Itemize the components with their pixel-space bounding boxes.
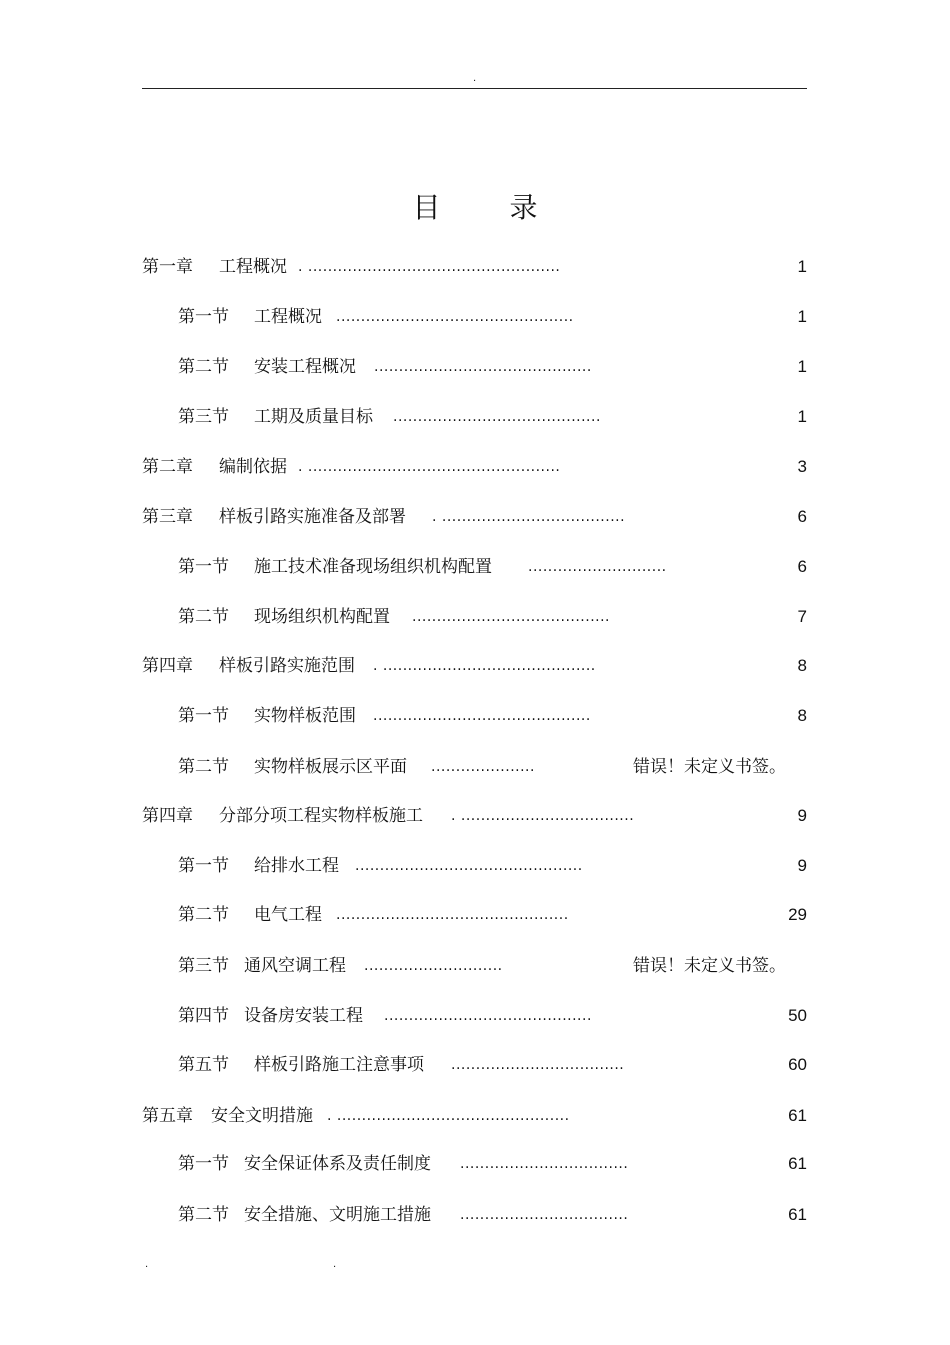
toc-entry-leader: ............................ bbox=[364, 958, 503, 974]
toc-entry-page: 50 bbox=[788, 1006, 807, 1025]
toc-entry[interactable] bbox=[178, 306, 807, 328]
toc-entry-leader: ............................................ bbox=[373, 708, 591, 724]
toc-entry[interactable] bbox=[178, 705, 807, 727]
toc-entry-title: 分部分项工程实物样板施工 bbox=[219, 806, 423, 826]
toc-entry-title: 编制依据 bbox=[219, 457, 287, 477]
toc-entry-title: 给排水工程 bbox=[254, 856, 339, 876]
toc-entry[interactable] bbox=[178, 1054, 807, 1076]
toc-entry-leader: ................................... bbox=[451, 1057, 625, 1073]
toc-entry-title: 安全文明措施 bbox=[211, 1106, 313, 1126]
toc-entry[interactable] bbox=[178, 406, 807, 428]
toc-entry-number: 第四节 bbox=[178, 1006, 229, 1026]
toc-entry-page: 60 bbox=[788, 1055, 807, 1074]
toc-entry-page: 6 bbox=[797, 507, 807, 526]
toc-entry[interactable] bbox=[142, 805, 807, 827]
toc-entry-page: 错误！未定义书签。 bbox=[633, 956, 786, 976]
toc-entry-leader: . ........................................... bbox=[373, 658, 596, 674]
toc-entry-page: 9 bbox=[797, 806, 807, 825]
toc-entry-leader: ............................ bbox=[528, 559, 667, 575]
toc-entry-leader: ................................................ bbox=[336, 309, 574, 325]
toc-entry-page: 8 bbox=[797, 706, 807, 725]
toc-entry[interactable] bbox=[178, 1005, 807, 1027]
toc-entry[interactable] bbox=[178, 756, 807, 778]
toc-entry-number: 第四章 bbox=[142, 656, 193, 676]
toc-entry-number: 第一章 bbox=[142, 257, 193, 277]
toc-entry-page: 1 bbox=[797, 257, 807, 276]
toc-entry-page: 1 bbox=[797, 307, 807, 326]
toc-entry-leader: ........................................ bbox=[412, 609, 611, 625]
toc-entry-number: 第五节 bbox=[178, 1055, 229, 1075]
toc-entry[interactable] bbox=[142, 1105, 807, 1127]
toc-entry[interactable] bbox=[142, 655, 807, 677]
toc-entry-title: 样板引路实施准备及部署 bbox=[219, 507, 406, 527]
toc-entry-leader: ............................................ bbox=[374, 359, 592, 375]
toc-entry-page: 9 bbox=[797, 856, 807, 875]
toc-entry-title: 实物样板展示区平面 bbox=[254, 757, 407, 777]
toc-entry[interactable] bbox=[178, 1204, 807, 1226]
toc-entry-number: 第二节 bbox=[178, 357, 229, 377]
toc-entry-number: 第二节 bbox=[178, 1205, 229, 1225]
toc-entry-page: 61 bbox=[788, 1205, 807, 1224]
footer-right-mark: . bbox=[333, 1259, 337, 1270]
toc-entry-leader: . ..................................... bbox=[432, 509, 626, 525]
toc-entry-page: 61 bbox=[788, 1106, 807, 1125]
toc-entry[interactable] bbox=[178, 606, 807, 628]
toc-entry-page: 7 bbox=[797, 607, 807, 626]
page-title: 目 录 bbox=[412, 191, 568, 224]
toc-entry[interactable] bbox=[142, 506, 807, 528]
toc-entry[interactable] bbox=[178, 855, 807, 877]
toc-entry-title: 施工技术准备现场组织机构配置 bbox=[254, 557, 492, 577]
toc-entry-number: 第一节 bbox=[178, 706, 229, 726]
toc-entry-number: 第二章 bbox=[142, 457, 193, 477]
header-mark: . bbox=[473, 73, 477, 84]
toc-entry-title: 工期及质量目标 bbox=[254, 407, 373, 427]
toc-entry-leader: ..................... bbox=[431, 759, 535, 775]
toc-entry-leader: . ................................... bbox=[451, 808, 635, 824]
toc-entry[interactable] bbox=[178, 556, 807, 578]
toc-entry-leader: .................................. bbox=[460, 1207, 629, 1223]
toc-entry-page: 8 bbox=[797, 656, 807, 675]
toc-entry[interactable] bbox=[178, 955, 807, 977]
toc-entry-leader: . ............................................... bbox=[327, 1108, 570, 1124]
toc-entry-title: 实物样板范围 bbox=[254, 706, 356, 726]
toc-entry-number: 第四章 bbox=[142, 806, 193, 826]
toc-entry-number: 第三节 bbox=[178, 407, 229, 427]
toc-entry[interactable] bbox=[142, 456, 807, 478]
toc-entry-number: 第一节 bbox=[178, 557, 229, 577]
toc-entry-leader: ............................................... bbox=[336, 907, 569, 923]
toc-entry-leader: .......................................... bbox=[393, 409, 601, 425]
toc-entry-page: 61 bbox=[788, 1154, 807, 1173]
header-rule bbox=[142, 88, 807, 89]
toc-entry-title: 安全措施、文明施工措施 bbox=[244, 1205, 431, 1225]
toc-entry-title: 通风空调工程 bbox=[244, 956, 346, 976]
toc-entry-leader: .................................. bbox=[460, 1156, 629, 1172]
toc-entry-number: 第二节 bbox=[178, 905, 229, 925]
toc-entry[interactable] bbox=[178, 904, 807, 926]
toc-entry-page: 1 bbox=[797, 357, 807, 376]
toc-entry[interactable] bbox=[178, 1153, 807, 1175]
toc-entry-number: 第三节 bbox=[178, 956, 229, 976]
toc-entry-number: 第二节 bbox=[178, 757, 229, 777]
toc-entry-title: 现场组织机构配置 bbox=[254, 607, 390, 627]
toc-entry[interactable] bbox=[178, 356, 807, 378]
toc-entry-title: 安全保证体系及责任制度 bbox=[244, 1154, 431, 1174]
toc-entry-title: 工程概况 bbox=[219, 257, 287, 277]
toc-entry-leader: . ................................................... bbox=[298, 259, 561, 275]
toc-entry-title: 样板引路实施范围 bbox=[219, 656, 355, 676]
toc-entry-page: 错误！未定义书签。 bbox=[633, 757, 786, 777]
toc-entry-page: 6 bbox=[797, 557, 807, 576]
toc-entry-leader: .............................................. bbox=[355, 858, 583, 874]
toc-entry-title: 工程概况 bbox=[254, 307, 322, 327]
toc-entry-title: 电气工程 bbox=[254, 905, 322, 925]
toc-entry-number: 第一节 bbox=[178, 1154, 229, 1174]
toc-entry-number: 第五章 bbox=[142, 1106, 193, 1126]
toc-entry-leader: . ................................................... bbox=[298, 459, 561, 475]
toc-entry-title: 安装工程概况 bbox=[254, 357, 356, 377]
toc-entry-title: 设备房安装工程 bbox=[244, 1006, 363, 1026]
toc-entry-number: 第一节 bbox=[178, 307, 229, 327]
toc-entry-number: 第一节 bbox=[178, 856, 229, 876]
toc-entry-number: 第三章 bbox=[142, 507, 193, 527]
toc-entry-title: 样板引路施工注意事项 bbox=[254, 1055, 424, 1075]
toc-entry-page: 1 bbox=[797, 407, 807, 426]
toc-entry-number: 第二节 bbox=[178, 607, 229, 627]
toc-entry-page: 3 bbox=[797, 457, 807, 476]
toc-entry-page: 29 bbox=[788, 905, 807, 924]
toc-entry[interactable] bbox=[142, 256, 807, 278]
footer-left-mark: . bbox=[145, 1259, 149, 1270]
toc-entry-leader: .......................................... bbox=[384, 1008, 592, 1024]
